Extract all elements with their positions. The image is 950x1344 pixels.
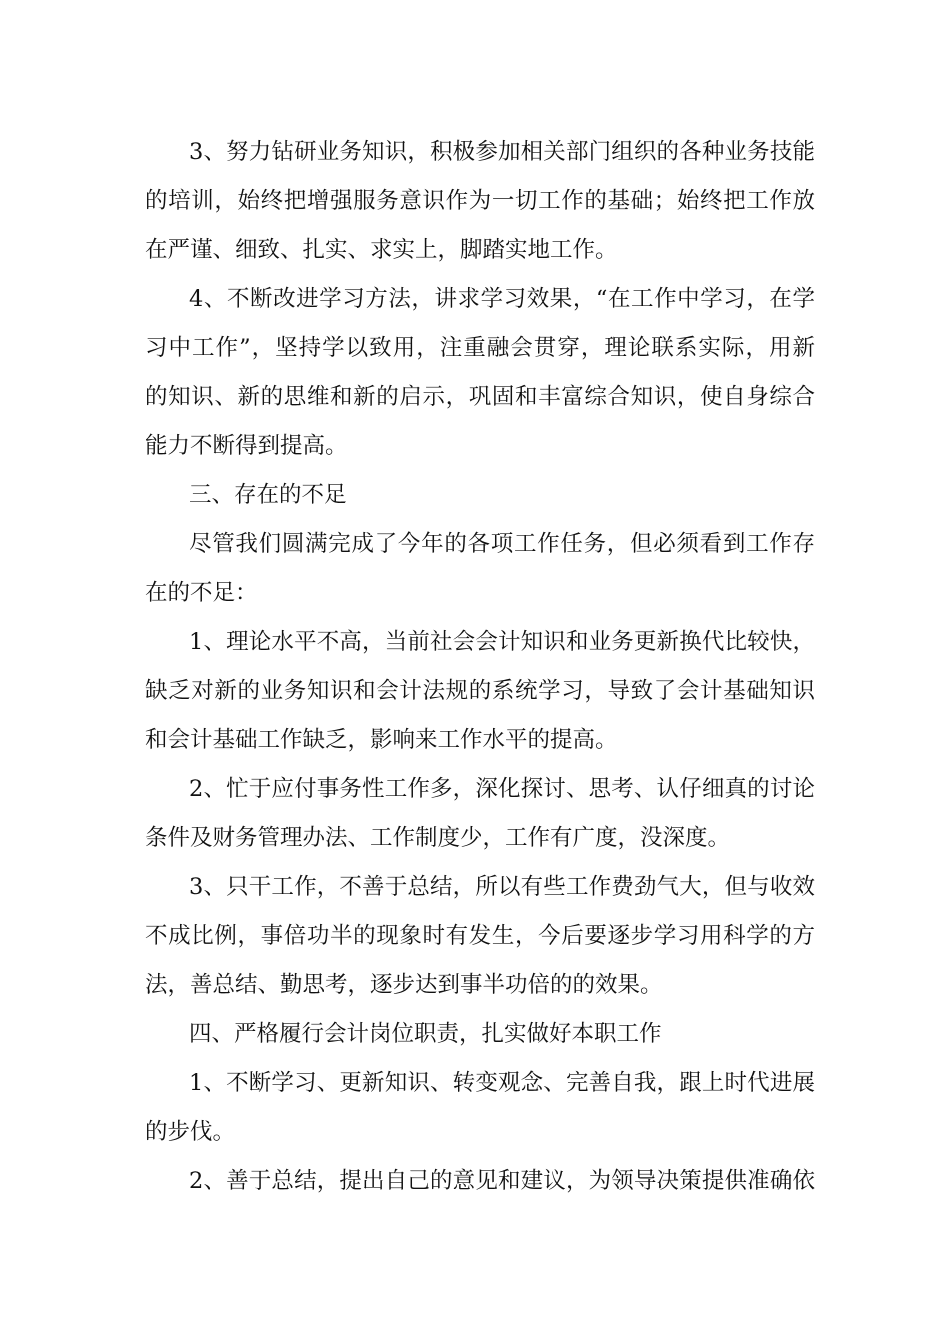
shortcoming-2-line-1: 2、忙于应付事务性工作多，深化探讨、思考、认仔细真的讨论 [189,776,815,802]
duty-1-line-2: 的步伐。 [145,1119,236,1145]
shortcomings-intro-line-1: 尽管我们圆满完成了今年的各项工作任务，但必须看到工作存 [189,531,815,557]
shortcomings-intro-line-2: 在的不足： [145,580,258,606]
shortcoming-3-line-2: 不成比例，事倍功半的现象时有发生，今后要逐步学习用科学的方 [145,923,815,949]
paragraph-4-line-3: 的知识、新的思维和新的启示，巩固和丰富综合知识，使自身综合 [145,384,815,410]
paragraph-4-line-4: 能力不断得到提高。 [145,433,348,459]
shortcoming-3-line-1: 3、只干工作，不善于总结，所以有些工作费劲气大，但与收效 [189,874,815,900]
shortcoming-1-line-1: 1、理论水平不高，当前社会会计知识和业务更新换代比较快， [189,629,815,655]
shortcoming-1-line-3: 和会计基础工作缺乏，影响来工作水平的提高。 [145,727,618,753]
shortcoming-3-line-3: 法，善总结、勤思考，逐步达到事半功倍的的效果。 [145,972,663,998]
paragraph-4-line-2: 习中工作”，坚持学以致用，注重融会贯穿，理论联系实际，用新 [145,335,815,361]
section-heading-duties: 四、严格履行会计岗位职责，扎实做好本职工作 [189,1021,662,1047]
paragraph-3-line-3: 在严谨、细致、扎实、求实上，脚踏实地工作。 [145,237,618,263]
paragraph-3-line-2: 的培训，始终把增强服务意识作为一切工作的基础；始终把工作放 [145,188,815,214]
shortcoming-1-line-2: 缺乏对新的业务知识和会计法规的系统学习，导致了会计基础知识 [145,678,815,704]
shortcoming-2-line-2: 条件及财务管理办法、工作制度少，工作有广度，没深度。 [145,825,731,851]
section-heading-shortcomings: 三、存在的不足 [189,482,347,508]
paragraph-3-line-1: 3、努力钻研业务知识，积极参加相关部门组织的各种业务技能 [189,139,815,165]
paragraph-4-line-1: 4、不断改进学习方法，讲求学习效果，“在工作中学习，在学 [189,286,815,312]
duty-1-line-1: 1、不断学习、更新知识、转变观念、完善自我，跟上时代进展 [189,1070,815,1096]
duty-2-line-1: 2、善于总结，提出自己的意见和建议，为领导决策提供准确依 [189,1168,815,1194]
